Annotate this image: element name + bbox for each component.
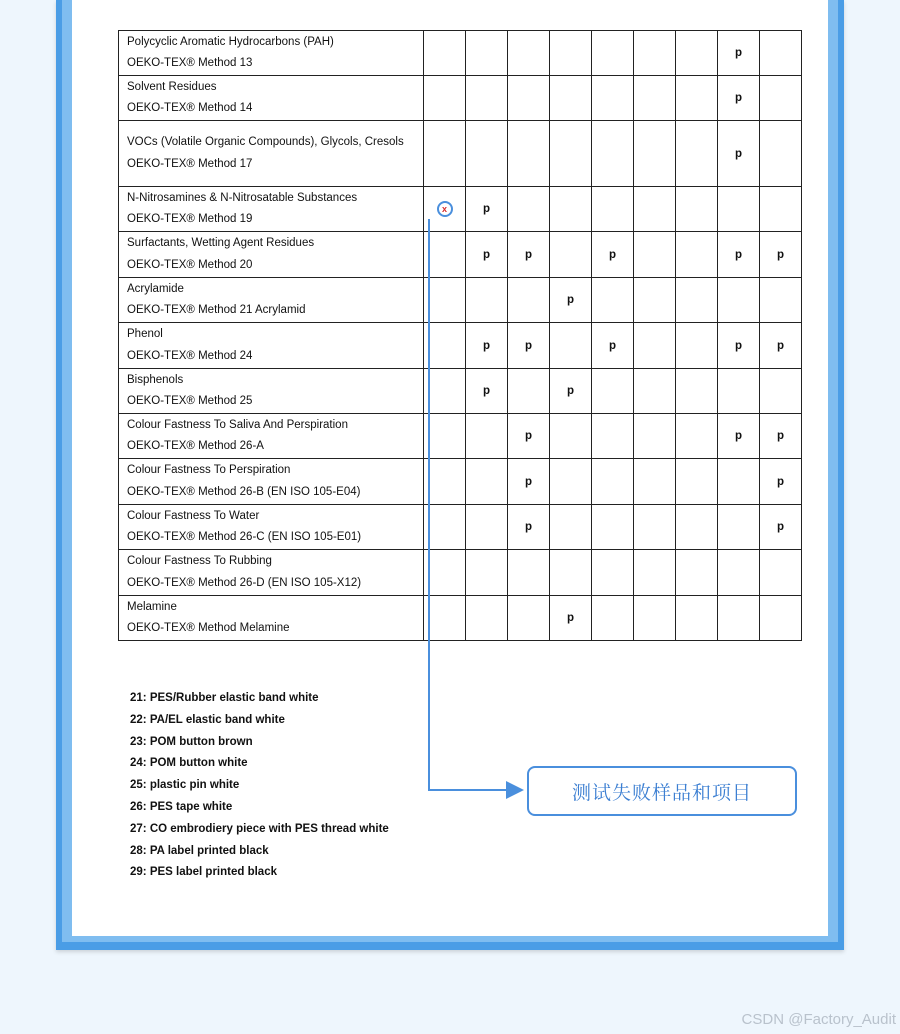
pass-mark: p — [734, 92, 743, 104]
sample-result-cell — [676, 596, 718, 641]
sample-result-cell — [760, 323, 802, 369]
sample-result-cell — [592, 369, 634, 414]
sample-result-cell — [718, 414, 760, 459]
legend-item: 24: POM button white — [130, 757, 248, 770]
test-description-cell — [119, 278, 424, 323]
sample-result-cell — [676, 369, 718, 414]
fail-x-icon: x — [437, 201, 453, 217]
sample-result-cell — [760, 414, 802, 459]
sample-result-cell — [550, 323, 592, 369]
sample-result-cell — [634, 550, 676, 596]
table-row — [119, 596, 802, 641]
sample-result-cell — [718, 31, 760, 76]
test-name: Solvent Residues — [127, 80, 217, 93]
sample-result-cell — [676, 187, 718, 232]
arrow-right-icon — [506, 781, 524, 799]
test-description-cell — [119, 232, 424, 278]
legend-item: 22: PA/EL elastic band white — [130, 713, 285, 726]
legend-item: 27: CO embrodiery piece with PES thread white — [130, 822, 389, 835]
test-name: VOCs (Volatile Organic Compounds), Glycols, Cresols — [127, 136, 404, 148]
sample-result-cell — [508, 323, 550, 369]
legend-item: 25: plastic pin white — [130, 779, 240, 792]
sample-result-cell — [466, 278, 508, 323]
sample-result-cell — [508, 278, 550, 323]
sample-result-cell — [466, 323, 508, 369]
sample-result-cell — [718, 459, 760, 505]
callout-connector-horizontal — [428, 789, 514, 791]
test-name: Bisphenols — [127, 373, 184, 386]
sample-result-cell — [634, 369, 676, 414]
sample-result-cell — [466, 550, 508, 596]
sample-result-cell — [760, 596, 802, 641]
test-method: OEKO-TEX® Method 19 — [127, 213, 253, 225]
pass-mark: p — [524, 248, 533, 261]
table-row — [119, 278, 802, 323]
sample-result-cell — [676, 76, 718, 121]
sample-result-cell — [508, 31, 550, 76]
pass-mark: p — [524, 521, 533, 533]
sample-result-cell — [718, 278, 760, 323]
test-description-cell — [119, 76, 424, 121]
sample-result-cell — [760, 121, 802, 187]
table-row — [119, 31, 802, 76]
callout-label — [527, 766, 797, 816]
sample-result-cell — [592, 505, 634, 550]
test-name: Polycyclic Aromatic Hydrocarbons (PAH) — [127, 35, 334, 48]
sample-result-cell — [550, 31, 592, 76]
table-row — [119, 369, 802, 414]
sample-result-cell — [760, 232, 802, 278]
sample-result-cell — [592, 278, 634, 323]
callout-connector-vertical — [428, 219, 430, 791]
sample-result-cell — [634, 459, 676, 505]
sample-result-cell — [550, 369, 592, 414]
sample-result-cell — [592, 596, 634, 641]
sample-result-cell — [718, 550, 760, 596]
sample-result-cell — [466, 414, 508, 459]
pass-mark: p — [776, 475, 785, 488]
pass-mark: p — [524, 430, 533, 442]
sample-result-cell — [466, 121, 508, 187]
legend-item: 21: PES/Rubber elastic band white — [130, 692, 319, 704]
test-name: Colour Fastness To Water — [127, 509, 260, 522]
sample-result-cell — [466, 187, 508, 232]
sample-result-cell — [634, 76, 676, 121]
sample-result-cell — [760, 369, 802, 414]
pass-mark: p — [524, 339, 533, 352]
sample-result-cell — [508, 369, 550, 414]
sample-result-cell — [760, 31, 802, 76]
sample-result-cell — [508, 187, 550, 232]
pass-mark: p — [776, 248, 785, 261]
pass-mark: p — [734, 339, 743, 352]
sample-result-cell — [760, 187, 802, 232]
sample-result-cell — [634, 323, 676, 369]
test-name: Colour Fastness To Perspiration — [127, 464, 291, 476]
test-results-table — [118, 30, 802, 641]
test-name: Acrylamide — [127, 282, 184, 295]
sample-result-cell — [466, 232, 508, 278]
sample-result-cell — [634, 596, 676, 641]
pass-mark: p — [734, 248, 743, 261]
sample-result-cell — [550, 232, 592, 278]
sample-result-cell — [676, 278, 718, 323]
sample-result-cell — [508, 505, 550, 550]
sample-result-cell — [718, 369, 760, 414]
sample-legend — [130, 688, 389, 884]
sample-result-cell — [466, 31, 508, 76]
sample-result-cell — [592, 232, 634, 278]
sample-result-cell — [508, 76, 550, 121]
legend-item: 29: PES label printed black — [130, 866, 277, 879]
test-description-cell — [119, 414, 424, 459]
test-description-cell — [119, 459, 424, 505]
sample-result-cell — [634, 278, 676, 323]
table-row — [119, 121, 802, 187]
test-description-cell — [119, 121, 424, 187]
sample-result-cell — [634, 505, 676, 550]
sample-result-cell — [760, 550, 802, 596]
sample-result-cell — [550, 76, 592, 121]
table-row — [119, 76, 802, 121]
sample-result-cell — [508, 121, 550, 187]
test-method: OEKO-TEX® Method 21 Acrylamid — [127, 304, 306, 316]
pass-mark: p — [566, 294, 575, 306]
sample-result-cell — [592, 414, 634, 459]
sample-result-cell — [718, 596, 760, 641]
sample-result-cell — [424, 31, 466, 76]
test-method: OEKO-TEX® Method 24 — [127, 349, 253, 362]
sample-result-cell — [466, 76, 508, 121]
sample-result-cell — [760, 278, 802, 323]
test-description-cell — [119, 505, 424, 550]
pass-mark: p — [776, 339, 785, 352]
test-name: Colour Fastness To Rubbing — [127, 555, 272, 567]
sample-result-cell — [760, 76, 802, 121]
sample-result-cell — [676, 31, 718, 76]
sample-result-cell — [466, 459, 508, 505]
test-description-cell — [119, 323, 424, 369]
test-description-cell — [119, 550, 424, 596]
sample-result-cell — [592, 76, 634, 121]
pass-mark: p — [776, 430, 785, 442]
sample-result-cell — [718, 232, 760, 278]
sample-result-cell — [508, 459, 550, 505]
sample-result-cell — [508, 414, 550, 459]
legend-item: 23: POM button brown — [130, 735, 253, 748]
sample-result-cell — [466, 505, 508, 550]
pass-mark: p — [734, 430, 743, 442]
sample-result-cell — [508, 596, 550, 641]
test-name: N-Nitrosamines & N-Nitrosatable Substances — [127, 191, 358, 204]
sample-result-cell — [466, 369, 508, 414]
callout-text: 测试失败样品和项目 — [571, 782, 752, 804]
test-name: Melamine — [127, 600, 177, 613]
table-row — [119, 550, 802, 596]
pass-mark: p — [566, 385, 575, 397]
test-description-cell — [119, 187, 424, 232]
sample-result-cell — [550, 278, 592, 323]
sample-result-cell — [550, 414, 592, 459]
sample-result-cell — [592, 121, 634, 187]
test-name: Colour Fastness To Saliva And Perspiration — [127, 418, 348, 431]
sample-result-cell — [634, 121, 676, 187]
test-description-cell — [119, 31, 424, 76]
pass-mark: p — [608, 339, 617, 352]
test-method: OEKO-TEX® Method 13 — [127, 57, 253, 69]
sample-result-cell — [508, 550, 550, 596]
sample-result-cell — [718, 187, 760, 232]
test-method: OEKO-TEX® Method 26-D (EN ISO 105-X12) — [127, 576, 362, 589]
sample-result-cell — [592, 323, 634, 369]
legend-item: 26: PES tape white — [130, 800, 233, 813]
sample-result-cell — [760, 459, 802, 505]
table-row — [119, 232, 802, 278]
sample-result-cell — [634, 414, 676, 459]
table-row — [119, 459, 802, 505]
sample-result-cell — [550, 596, 592, 641]
sample-result-cell — [718, 76, 760, 121]
sample-result-cell — [718, 323, 760, 369]
sample-result-cell — [634, 187, 676, 232]
test-method: OEKO-TEX® Method 20 — [127, 258, 253, 271]
table-row — [119, 414, 802, 459]
test-name: Surfactants, Wetting Agent Residues — [127, 237, 315, 249]
pass-mark: p — [776, 521, 785, 533]
sample-result-cell — [424, 76, 466, 121]
table-row — [119, 323, 802, 369]
legend-item: 28: PA label printed black — [130, 844, 269, 857]
sample-result-cell — [634, 31, 676, 76]
test-method: OEKO-TEX® Method 25 — [127, 395, 253, 407]
test-method: OEKO-TEX® Method 14 — [127, 102, 253, 114]
sample-result-cell — [760, 505, 802, 550]
sample-result-cell — [424, 121, 466, 187]
sample-result-cell — [550, 187, 592, 232]
sample-result-cell — [676, 459, 718, 505]
sample-result-cell — [718, 121, 760, 187]
sample-result-cell — [634, 232, 676, 278]
sample-result-cell — [508, 232, 550, 278]
sample-result-cell — [550, 550, 592, 596]
watermark: CSDN @Factory_Audit — [741, 1011, 896, 1028]
table-row — [119, 187, 802, 232]
sample-result-cell — [550, 121, 592, 187]
sample-result-cell — [592, 187, 634, 232]
pass-mark: p — [524, 475, 533, 488]
table-row — [119, 505, 802, 550]
pass-mark: p — [608, 248, 617, 261]
sample-result-cell — [676, 414, 718, 459]
test-method: OEKO-TEX® Method Melamine — [127, 622, 290, 634]
sample-result-cell — [592, 31, 634, 76]
test-method: OEKO-TEX® Method 26-A — [127, 440, 264, 452]
pass-mark: p — [482, 385, 491, 397]
test-method: OEKO-TEX® Method 26-B (EN ISO 105-E04) — [127, 485, 361, 498]
pass-mark: p — [566, 612, 575, 624]
pass-mark: p — [482, 203, 491, 215]
pass-mark: p — [482, 339, 491, 352]
pass-mark: p — [734, 147, 743, 160]
sample-result-cell — [676, 505, 718, 550]
test-method: OEKO-TEX® Method 17 — [127, 157, 253, 170]
sample-result-cell — [592, 459, 634, 505]
sample-result-cell — [466, 596, 508, 641]
pass-mark: p — [482, 248, 491, 261]
sample-result-cell — [718, 505, 760, 550]
sample-result-cell — [676, 323, 718, 369]
test-name: Phenol — [127, 328, 163, 340]
sample-result-cell — [676, 121, 718, 187]
test-method: OEKO-TEX® Method 26-C (EN ISO 105-E01) — [127, 531, 362, 543]
pass-mark: p — [734, 47, 743, 59]
test-description-cell — [119, 596, 424, 641]
test-description-cell — [119, 369, 424, 414]
sample-result-cell — [676, 232, 718, 278]
sample-result-cell — [550, 459, 592, 505]
sample-result-cell — [550, 505, 592, 550]
sample-result-cell — [592, 550, 634, 596]
sample-result-cell — [676, 550, 718, 596]
